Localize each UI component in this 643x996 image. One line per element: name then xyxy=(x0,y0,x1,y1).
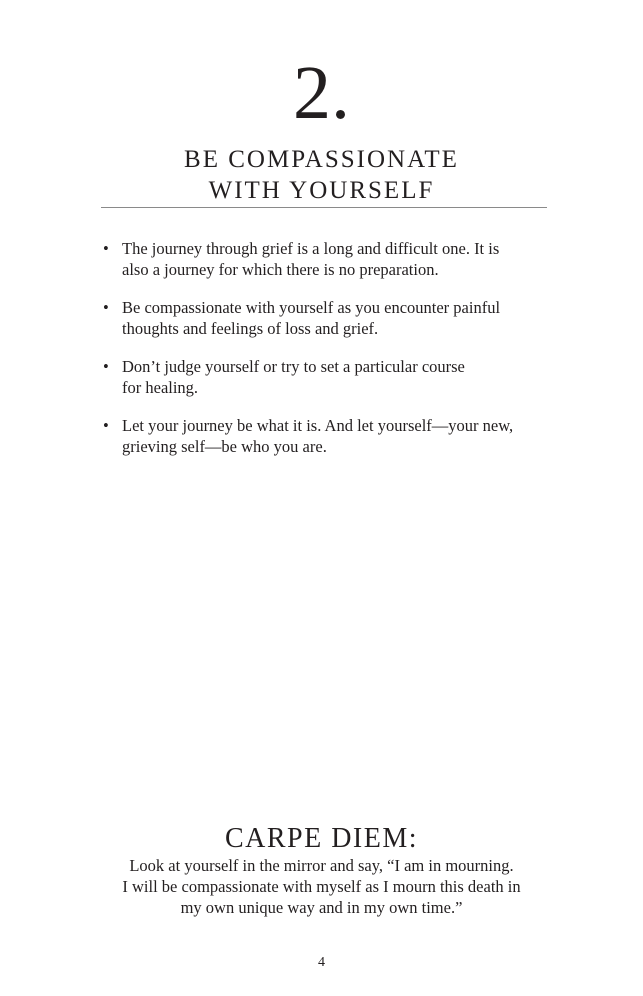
bullet-line: The journey through grief is a long and difficult one. It is xyxy=(122,239,500,258)
page-number: 4 xyxy=(318,955,325,970)
bullet-item xyxy=(101,238,551,280)
bullet-list xyxy=(101,238,551,474)
bullet-icon: • xyxy=(103,357,109,376)
carpe-diem-line: my own unique way and in my own time.” xyxy=(180,898,463,917)
bullet-icon: • xyxy=(103,416,109,435)
bullet-line: grieving self—be who you are. xyxy=(122,437,327,456)
chapter-number: 2. xyxy=(293,51,350,135)
chapter-title xyxy=(0,144,643,206)
bullet-line: for healing. xyxy=(122,378,199,397)
carpe-diem-line: I will be compassionate with myself as I mourn this death in xyxy=(122,877,521,896)
carpe-diem-text xyxy=(90,855,553,918)
title-divider xyxy=(101,207,547,208)
carpe-diem-title: CARPE DIEM: xyxy=(224,823,419,854)
bullet-item xyxy=(101,356,551,398)
bullet-line: Be compassionate with yourself as you encounter painful xyxy=(122,298,501,317)
bullet-item xyxy=(101,415,551,457)
bullet-icon: • xyxy=(103,298,109,317)
bullet-line: thoughts and feelings of loss and grief. xyxy=(122,319,379,338)
chapter-title-line: BE COMPASSIONATE xyxy=(184,146,459,173)
bullet-line: Let your journey be what it is. And let yourself—your new, xyxy=(122,416,514,435)
carpe-diem-line: Look at yourself in the mirror and say, “I am in mourning. xyxy=(129,856,514,875)
chapter-title-line: WITH YOURSELF xyxy=(208,177,435,204)
bullet-icon: • xyxy=(103,239,109,258)
bullet-line: Don’t judge yourself or try to set a particular course xyxy=(122,357,465,376)
bullet-line: also a journey for which there is no preparation. xyxy=(122,260,439,279)
bullet-item xyxy=(101,297,551,339)
